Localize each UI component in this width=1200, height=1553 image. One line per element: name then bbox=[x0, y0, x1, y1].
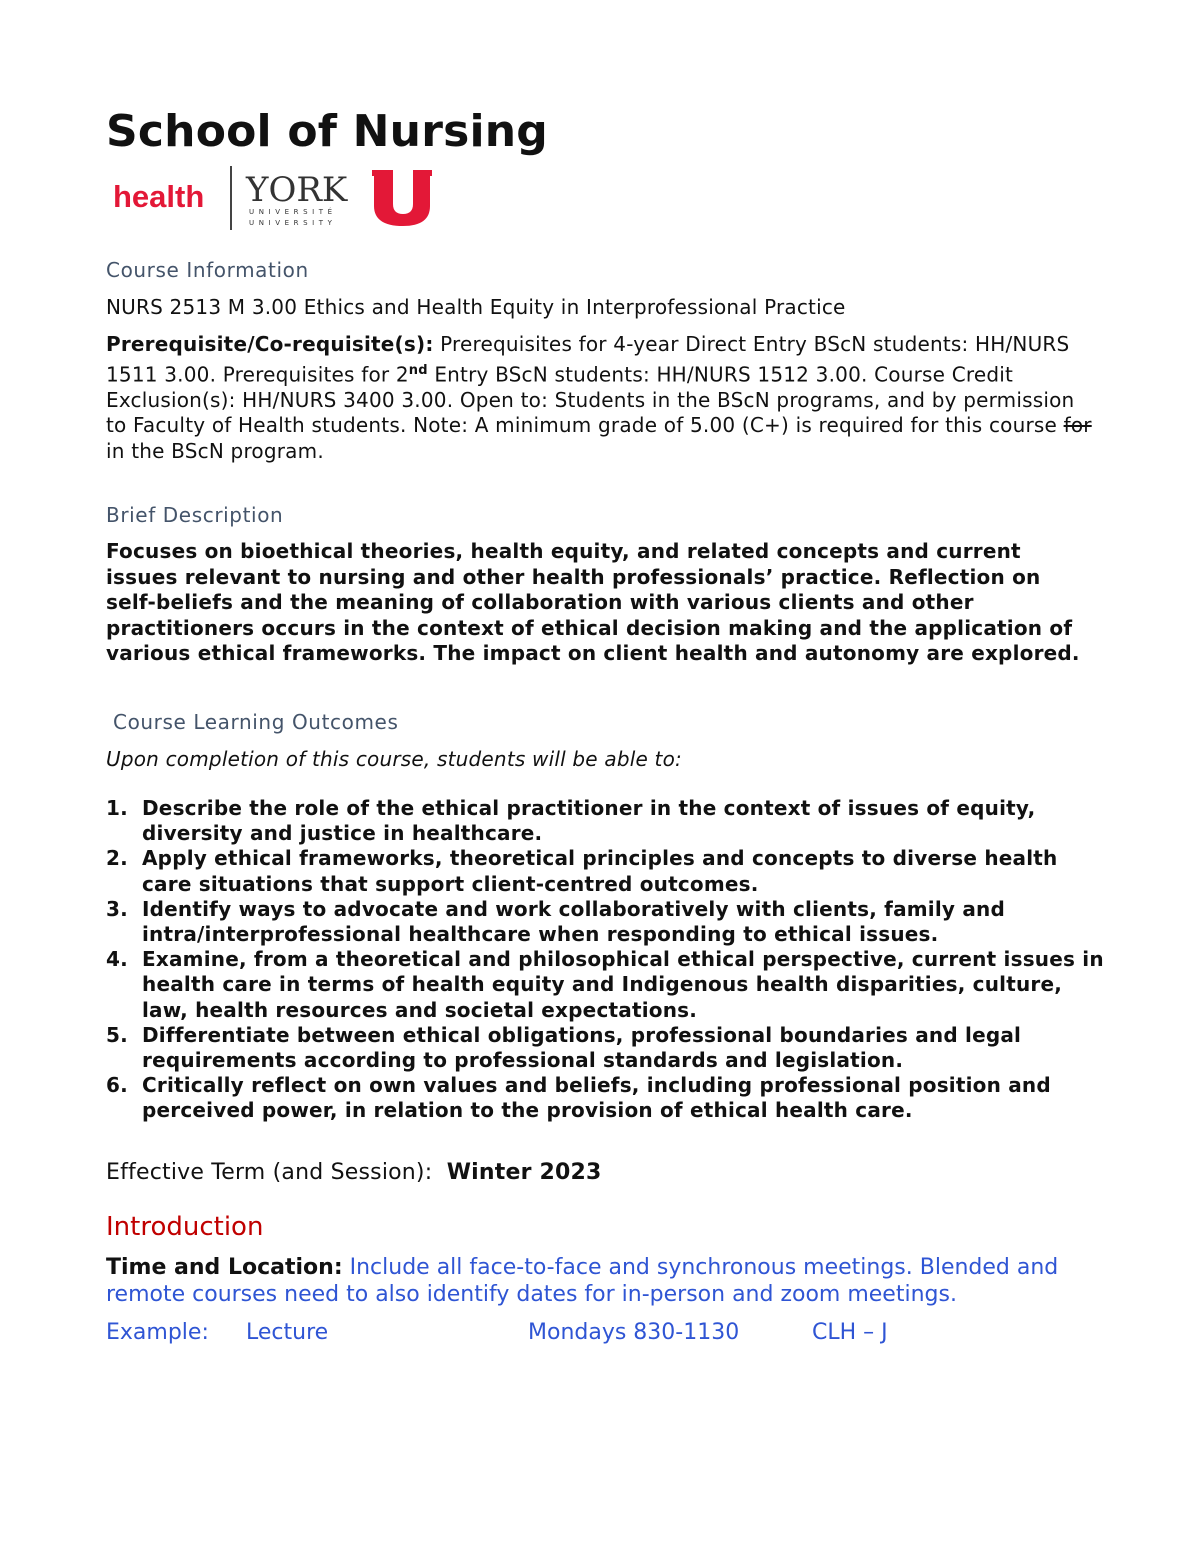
brief-description-text: Focuses on bioethical theories, health equity, and related concepts and current issues relevant to nursing and other health professionals’ practice. Reflection on self-beliefs and the meaning of collaboration with various clients and other practitioners occurs in the context of ethical decision making and the application of various ethical frameworks. The impact on client health and autonomy are explored. bbox=[106, 539, 1080, 665]
list-item-text: Examine, from a theoretical and philosophical ethical perspective, current issues in health care in terms of health equity and Indigenous health disparities, culture, law, health resources and societal expectations. bbox=[142, 947, 1104, 1022]
course-title-line: NURS 2513 M 3.00 Ethics and Health Equity in Interprofessional Practice bbox=[106, 295, 846, 319]
list-item bbox=[106, 846, 1106, 896]
list-item-number: 6. bbox=[106, 1073, 128, 1098]
prerequisite-text-1: Prerequisites for 4-year Direct Entry BScN students: HH/NURS 1511 3.00. Prerequisites for 2 bbox=[106, 332, 1070, 387]
logo-university-text: UNIVERSITY bbox=[249, 219, 337, 227]
effective-term-label: Effective Term (and Session): bbox=[106, 1160, 433, 1185]
logo-health-text: health bbox=[113, 179, 205, 214]
list-item-number: 3. bbox=[106, 896, 128, 921]
learning-outcomes-intro: Upon completion of this course, students will be able to: bbox=[106, 747, 682, 771]
prerequisite-text-2: Entry BScN students: HH/NURS 1512 3.00. Course Credit Exclusion(s): HH/NURS 3400 3.00. Open to: Students in the BScN programs, and by permission to Faculty of Health students. Note: A minimum grade of 5.00 (C+) is required for this course bbox=[106, 362, 1075, 438]
logo-york-text: YORK bbox=[246, 170, 348, 210]
list-item bbox=[106, 947, 1106, 1023]
list-item-number: 5. bbox=[106, 1022, 128, 1047]
list-item-number: 2. bbox=[106, 846, 128, 871]
brief-description-heading: Brief Description bbox=[106, 503, 284, 527]
learning-outcomes-heading: Course Learning Outcomes bbox=[113, 710, 399, 734]
prerequisite-strikethrough: for bbox=[1063, 413, 1092, 438]
example-type: Lecture bbox=[246, 1320, 329, 1345]
example-room: CLH – J bbox=[812, 1320, 888, 1345]
prerequisite-paragraph bbox=[106, 332, 1096, 464]
york-health-logo bbox=[110, 164, 440, 234]
introduction-heading: Introduction bbox=[106, 1212, 264, 1242]
logo-u-icon bbox=[374, 170, 430, 226]
list-item-text: Apply ethical frameworks, theoretical principles and concepts to diverse health care situations that support client-centred outcomes. bbox=[142, 846, 1058, 896]
time-location-label: Time and Location: bbox=[106, 1255, 343, 1280]
list-item-text: Identify ways to advocate and work collaboratively with clients, family and intra/interprofessional healthcare when responding to ethical issues. bbox=[142, 896, 1005, 947]
list-item-number: 1. bbox=[106, 796, 128, 820]
effective-term-value: Winter 2023 bbox=[446, 1160, 602, 1185]
logo-universite-text: UNIVERSITÉ bbox=[249, 208, 337, 216]
page-title: School of Nursing bbox=[106, 106, 548, 157]
time-location-text: Include all face-to-face and synchronous meetings. Blended and remote courses need to also identify dates for in-person and zoom meetings. bbox=[106, 1255, 1059, 1307]
list-item bbox=[106, 1073, 1106, 1123]
time-location-paragraph bbox=[106, 1254, 1096, 1308]
list-item bbox=[106, 796, 1106, 846]
example-label: Example: bbox=[106, 1320, 209, 1345]
list-item-text: Differentiate between ethical obligations, professional boundaries and legal requirements according to professional standards and legislation. bbox=[142, 1022, 1022, 1073]
course-information-heading: Course Information bbox=[106, 258, 309, 282]
example-time: Mondays 830-1130 bbox=[528, 1320, 740, 1345]
list-item-text: Critically reflect on own values and beliefs, including professional position and perceived power, in relation to the provision of ethical health care. bbox=[142, 1073, 1051, 1123]
list-item bbox=[106, 1023, 1106, 1073]
learning-outcomes-list bbox=[106, 796, 1106, 1124]
prerequisite-text-3: in the BScN program. bbox=[106, 438, 324, 463]
prerequisite-label: Prerequisite/Co-requisite(s): bbox=[106, 332, 434, 356]
list-item-text: Describe the role of the ethical practitioner in the context of issues of equity, diversity and justice in healthcare. bbox=[142, 796, 1036, 846]
prerequisite-superscript: nd bbox=[408, 362, 428, 378]
list-item bbox=[106, 897, 1106, 947]
list-item-number: 4. bbox=[106, 947, 128, 972]
effective-term-line bbox=[106, 1160, 1096, 1186]
